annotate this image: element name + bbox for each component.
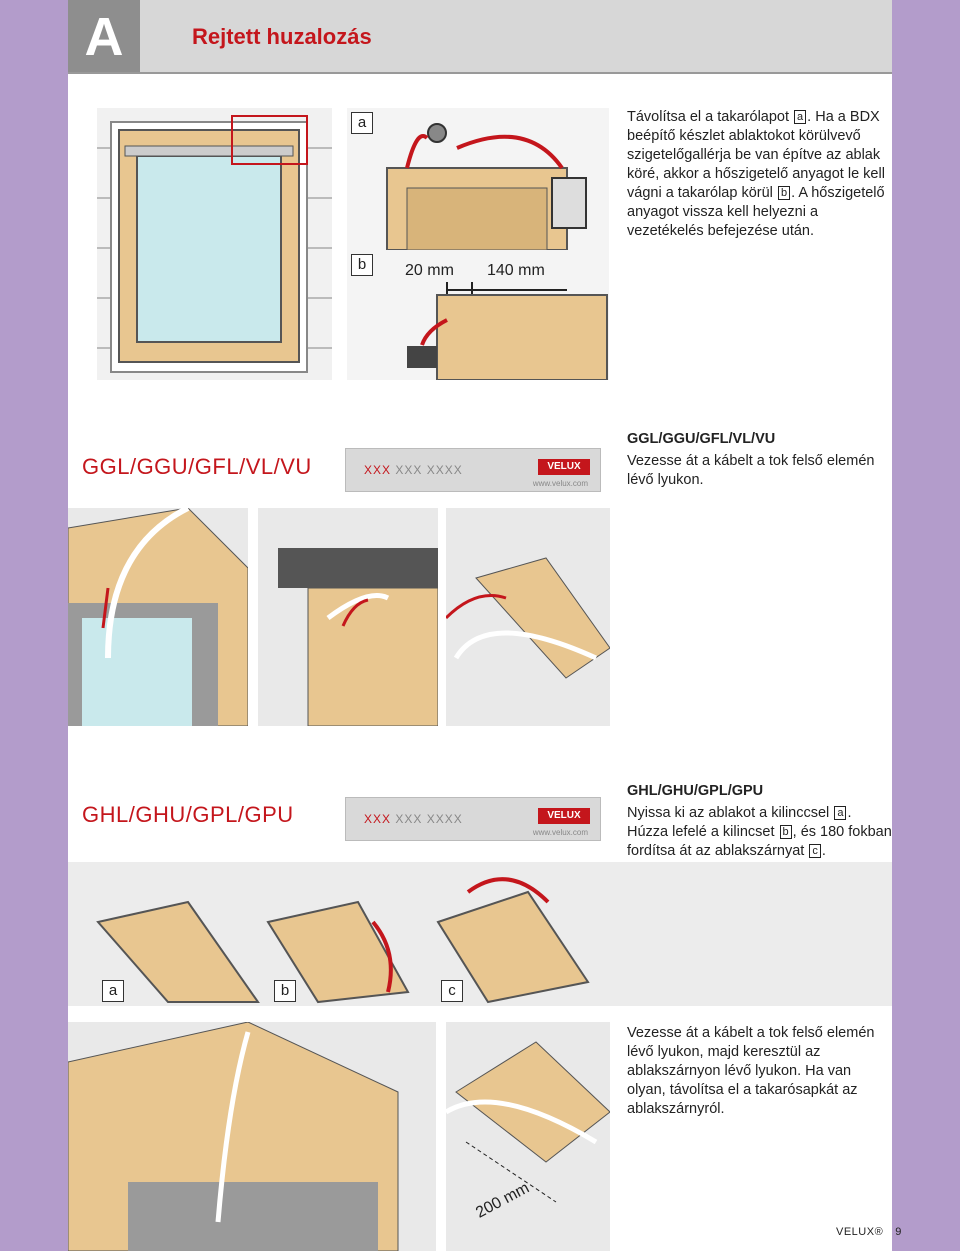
sash-rotation-drawing (68, 862, 892, 1006)
ref-b: b (778, 186, 790, 200)
sash-hole-drawing (68, 1022, 436, 1251)
label-a: a (351, 112, 373, 134)
ref-c: c (809, 844, 821, 858)
cable-top-hole-illustration (68, 508, 248, 726)
right-sidebar (892, 0, 960, 1251)
cover-removal-drawing (347, 108, 609, 250)
model-title-ggl: GGL/GGU/GFL/VL/VU (82, 454, 312, 479)
insulation-cut-drawing (347, 250, 609, 380)
ref-b: b (780, 825, 792, 839)
roof-window-drawing (97, 108, 332, 380)
page-number: 9 (895, 1226, 902, 1238)
step-label-b: b (274, 980, 296, 1002)
footer-brand: VELUX® (836, 1226, 884, 1238)
cable-top-hole-drawing (68, 508, 248, 726)
dimension-200mm: 200 mm (473, 1179, 533, 1222)
window-overview-illustration (97, 108, 332, 380)
ref-a: a (834, 806, 846, 820)
type-plate-ghl: XXX XXX XXXX VELUX www.velux.com (345, 797, 601, 841)
section-letter: A (68, 0, 140, 74)
cable-frame-illustration (258, 508, 438, 726)
page-footer (836, 1226, 902, 1238)
instruction-remove-cover: Távolítsa el a takarólapot a . Ha a BDX beépítő készlet ablaktokot körülvevő szigetelőgallérja be van építve az ablak köré, akkor a hőszigetelő anyagot le kell vágni a takarólap körül b . A hőszigetelő anyagot vissza kell helyezni a vezetékelés befejezése után. (627, 109, 885, 239)
left-sidebar (0, 0, 68, 1251)
cable-section-drawing (446, 508, 610, 726)
instruction-sash: Vezesse át a kábelt a tok felső elemén lévő lyukon, majd keresztül az ablakszárnyon lévő lyukon. Ha van olyan, távolítsa el a takarósapkát az ablakszárnyról. (627, 1025, 875, 1117)
sash-hole-illustration (68, 1022, 436, 1251)
step-label-c: c (441, 980, 463, 1002)
cable-section-illustration (446, 508, 610, 726)
sash-section-drawing (446, 1022, 610, 1251)
step-label-a: a (102, 980, 124, 1002)
instruction-ghl: GHL/GHU/GPL/GPU Nyissa ki az ablakot a kilinccsel a . Húzza lefelé a kilincset b , és 180 fokban fordítsa át az ablakszárnyat c . (627, 783, 892, 859)
velux-logo: VELUX (538, 459, 590, 475)
cover-removal-illustration (347, 108, 609, 250)
dimension-20mm: 20 mm (405, 262, 454, 279)
instruction-ggl: GGL/GGU/GFL/VL/VU Vezesse át a kábelt a tok felső elemén lévő lyukon. (627, 431, 875, 488)
label-b: b (351, 254, 373, 276)
type-plate-ggl: XXX XXX XXXX VELUX www.velux.com (345, 448, 601, 492)
dimension-140mm: 140 mm (487, 262, 545, 279)
ref-a: a (794, 110, 806, 124)
sash-section-illustration (446, 1022, 610, 1251)
header-divider (68, 72, 892, 74)
model-title-ghl: GHL/GHU/GPL/GPU (82, 802, 294, 827)
sash-rotation-illustration (68, 862, 892, 1006)
page-header (68, 0, 892, 74)
page-title: Rejtett huzalozás (192, 24, 372, 49)
insulation-cut-illustration (347, 250, 609, 380)
velux-logo: VELUX (538, 808, 590, 824)
cable-frame-drawing (258, 508, 438, 726)
